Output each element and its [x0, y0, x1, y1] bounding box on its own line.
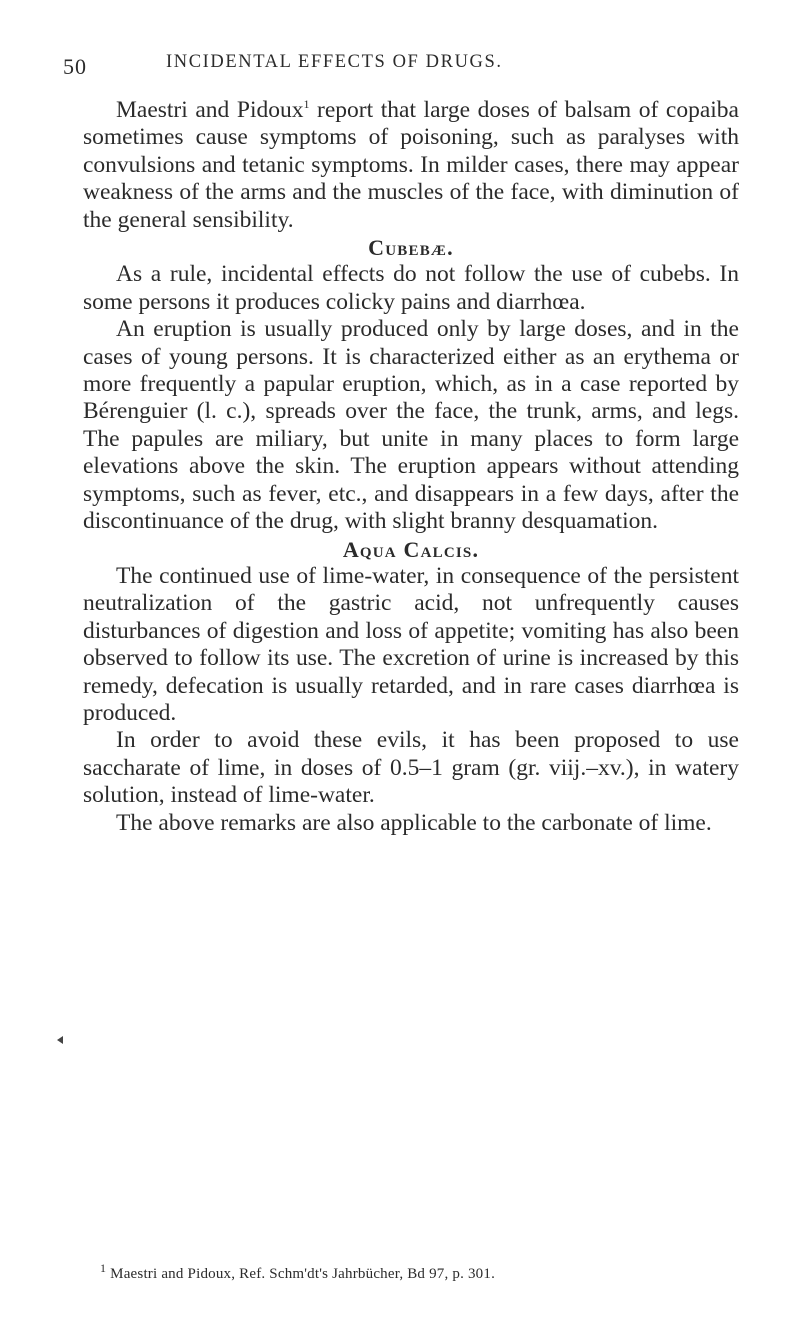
paragraph-text: report that large doses of balsam of copaiba sometimes cause symptoms of poisoning, such as paralyses with convulsions and tetanic symptoms. In milder cases, there may appear weakness of the arms and the muscles of the face, with diminution of the general sensibility. [83, 97, 739, 233]
paragraph-aqua-2: In order to avoid these evils, it has been proposed to use saccharate of lime, in doses of 0.5–1 gram (gr. viij.–xv.), in watery solution, instead of lime-water. [83, 727, 739, 809]
paragraph-aqua-3: The above remarks are also applicable to the carbonate of lime. [116, 809, 712, 836]
paragraph-text: Maestri and Pidoux [116, 97, 304, 123]
page-header [0, 52, 801, 82]
page-number: 50 [63, 54, 87, 79]
margin-mark [57, 1036, 63, 1044]
footnote-text: Maestri and Pidoux, Ref. Schm'dt's Jahrbücher, Bd 97, p. 301. [106, 1266, 496, 1282]
paragraph-cubebs-2: An eruption is usually produced only by large doses, and in the cases of young persons. It is characterized either as an erythema or more frequently a papular eruption, which, as in a case reported by Bérenguier (l. c.), spreads over the face, the trunk, arms, and legs. The papules are miliary, but unite in many places to form large elevations above the skin. The eruption appears without attending symptoms, such as fever, etc., and disappears in a few days, after the discontinuance of the drug, with slight branny desquamation. [83, 316, 739, 535]
running-head: INCIDENTAL EFFECTS OF DRUGS. [166, 52, 503, 72]
section-heading-aqua-calcis: Aqua Calcis. [342, 536, 480, 562]
paragraph-aqua-1: The continued use of lime-water, in consequence of the persistent neutralization of the gastric acid, not unfrequently causes disturbances of digestion and loss of appetite; vomiting has also been observed to follow its use. The excretion of urine is increased by this remedy, defecation is usually retarded, and in rare cases diarrhœa is produced. [83, 562, 739, 726]
section-heading-cubebae: Cubebæ. [368, 235, 454, 261]
body-text [83, 97, 739, 837]
footnote [100, 1261, 740, 1284]
footnote-mark: 1 [100, 1261, 107, 1275]
paragraph-balsam-copaiba [83, 97, 739, 234]
footnote-reference: 1 [303, 97, 310, 112]
paragraph-cubebs-1: As a rule, incidental effects do not follow the use of cubebs. In some persons it produces colicky pains and diarrhœa. [83, 261, 739, 315]
